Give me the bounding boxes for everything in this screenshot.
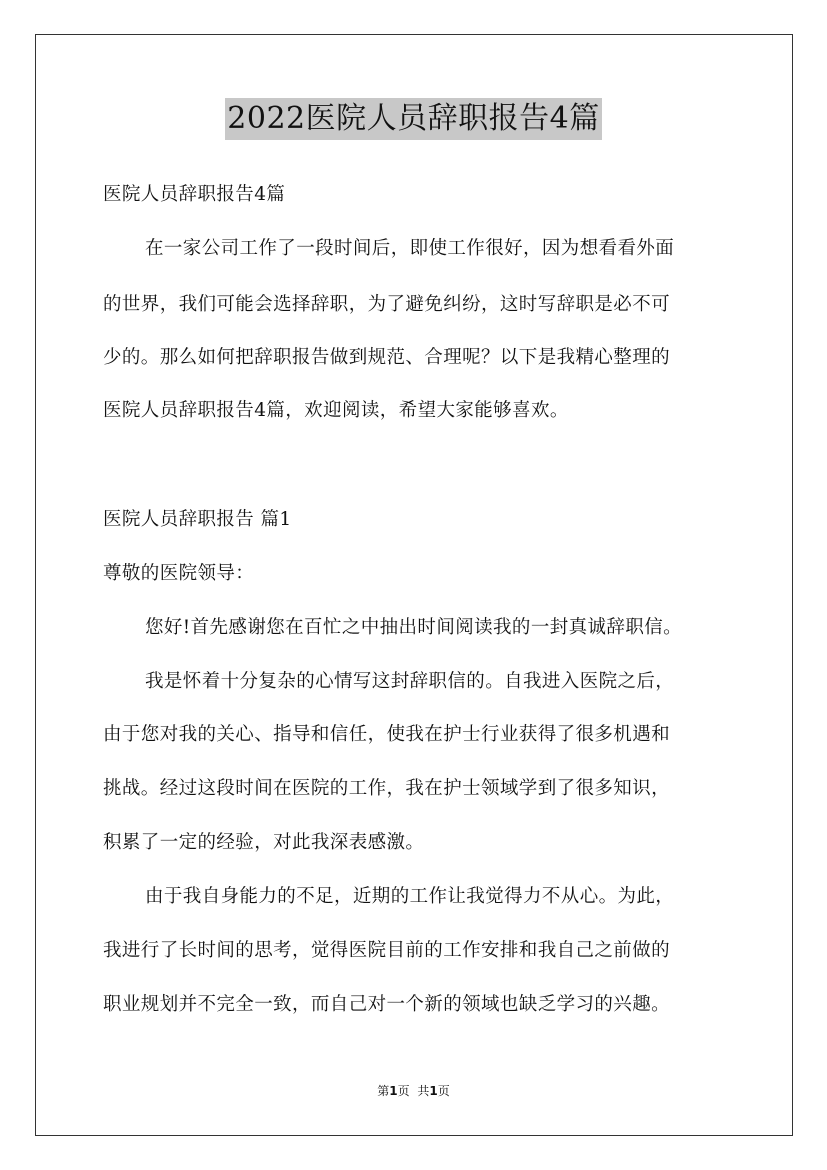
- intro-line: 在一家公司工作了一段时间后，即使工作很好，因为想看看外面: [145, 238, 675, 259]
- salutation: 尊敬的医院领导：: [103, 563, 255, 584]
- footer-page-number: 1: [389, 1084, 398, 1098]
- intro-line: 医院人员辞职报告4篇，欢迎阅读，希望大家能够喜欢。: [103, 400, 569, 421]
- body-line: 积累了一定的经验，对此我深表感激。: [103, 832, 425, 853]
- footer-page-prefix: 第: [377, 1084, 390, 1098]
- section-heading: 医院人员辞职报告 篇1: [103, 509, 292, 530]
- footer-total-number: 1: [429, 1084, 438, 1098]
- footer-total-prefix: 共: [417, 1084, 430, 1098]
- body-line: 由于我自身能力的不足，近期的工作让我觉得力不从心。为此，: [145, 886, 675, 907]
- body-line: 由于您对我的关心、指导和信任，使我在护士行业获得了很多机遇和: [103, 724, 671, 745]
- subtitle: 医院人员辞职报告4篇: [103, 184, 286, 205]
- body-line: 我进行了长时间的思考，觉得医院目前的工作安排和我自己之前做的: [103, 940, 671, 961]
- body-line: 职业规划并不完全一致，而自己对一个新的领域也缺乏学习的兴趣。: [103, 994, 671, 1015]
- body-line: 挑战。经过这段时间在医院的工作，我在护士领域学到了很多知识，: [103, 778, 671, 799]
- body-line: 我是怀着十分复杂的心情写这封辞职信的。自我进入医院之后，: [145, 671, 675, 692]
- body-line: 您好!首先感谢您在百忙之中抽出时间阅读我的一封真诚辞职信。: [145, 617, 683, 638]
- page-footer: [0, 1083, 827, 1099]
- footer-page-suffix: 页: [397, 1084, 410, 1098]
- intro-line: 少的。那么如何把辞职报告做到规范、合理呢？以下是我精心整理的: [103, 347, 671, 368]
- document-title: 2022医院人员辞职报告4篇: [225, 98, 601, 140]
- title-container: [0, 98, 827, 140]
- intro-line: 的世界，我们可能会选择辞职，为了避免纠纷，这时写辞职是必不可: [103, 294, 671, 315]
- footer-total-suffix: 页: [437, 1084, 450, 1098]
